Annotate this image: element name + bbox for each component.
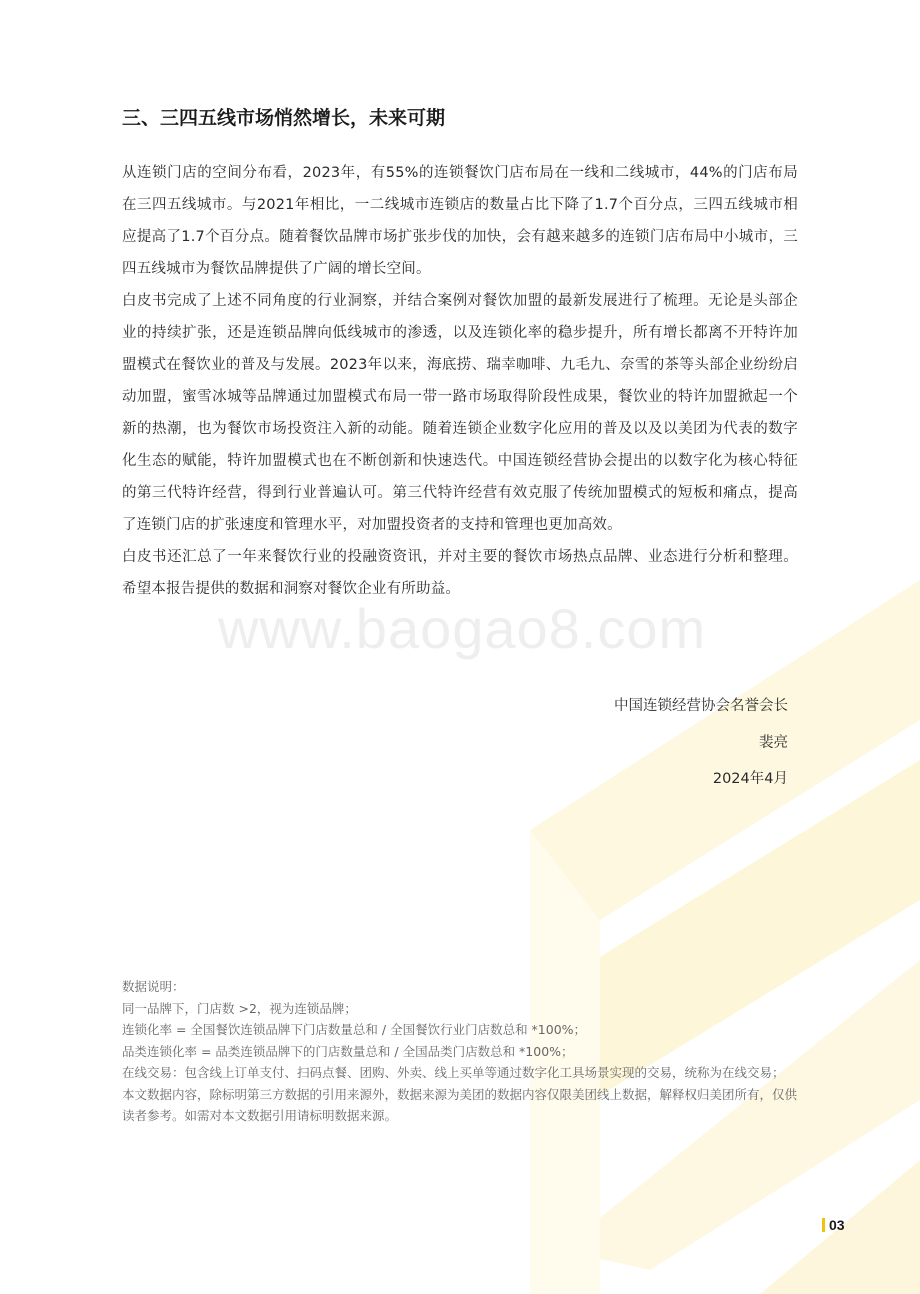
page-number [822,1217,845,1233]
signature-org: 中国连锁经营协会名誉会长 [614,698,788,714]
paragraph: 白皮书完成了上述不同角度的行业洞察，并结合案例对餐饮加盟的最新发展进行了梳理。无论是头部企业的持续扩张，还是连锁品牌向低线城市的渗透，以及连锁化率的稳步提升，所有增长都离不开特许加盟模式在餐饮业的普及与发展。2023年以来，海底捞、瑞幸咖啡、九毛九、奈雪的茶等头部企业纷纷启动加盟，蜜雪冰城等品牌通过加盟模式布局一带一路市场取得阶段性成果，餐饮业的特许加盟掀起一个新的热潮，也为餐饮市场投资注入新的动能。随着连锁企业数字化应用的普及以及以美团为代表的数字化生态的赋能，特许加盟模式也在不断创新和快速迭代。中国连锁经营协会提出的以数字化为核心特征的第三代特许经营，得到行业普遍认可。第三代特许经营有效克服了传统加盟模式的短板和痛点，提高了连锁门店的扩张速度和管理水平，对加盟投资者的支持和管理也更加高效。 [122,293,798,533]
note-heading: 数据说明： [122,979,185,994]
note-line: 连锁化率 = 全国餐饮连锁品牌下门店数量总和 / 全国餐饮行业门店数总和 *100%； [122,1022,587,1037]
note-line: 同一品牌下，门店数 >2，视为连锁品牌； [122,1000,357,1016]
page-number-text: 03 [829,1217,845,1233]
paragraph: 从连锁门店的空间分布看，2023年，有55%的连锁餐饮门店布局在一线和二线城市，44%的门店布局在三四五线城市。与2021年相比，一二线城市连锁店的数量占比下降了1.7个百分点，三四五线城市相应提高了1.7个百分点。随着餐饮品牌市场扩张步伐的加快，会有越来越多的连锁门店布局中小城市，三四五线城市为餐饮品牌提供了广阔的增长空间。 [122,165,798,277]
section-title: 三、三四五线市场悄然增长，未来可期 [122,107,446,129]
paragraph: 白皮书还汇总了一年来餐饮行业的投融资资讯，并对主要的餐饮市场热点品牌、业态进行分析和整理。希望本报告提供的数据和洞察对餐饮企业有所助益。 [122,549,798,597]
body-text [122,157,798,605]
page-number-accent-bar [822,1218,825,1232]
data-notes [122,976,798,1127]
note-line: 品类连锁化率 = 品类连锁品牌下的门店数量总和 / 全国品类门店数总和 *100%； [122,1043,574,1059]
note-line: 在线交易：包含线上订单支付、扫码点餐、团购、外卖、线上买单等通过数字化工具场景实现的交易，统称为在线交易； [122,1065,785,1080]
note-line: 本文数据内容，除标明第三方数据的引用来源外，数据来源为美团的数据内容仅限美团线上数据，解释权归美团所有，仅供读者参考。如需对本文数据引用请标明数据来源。 [122,1086,798,1123]
signature-date: 2024年4月 [712,771,788,787]
watermark: www.baogao8.com [218,597,707,660]
signature-name: 裴亮 [759,735,788,751]
